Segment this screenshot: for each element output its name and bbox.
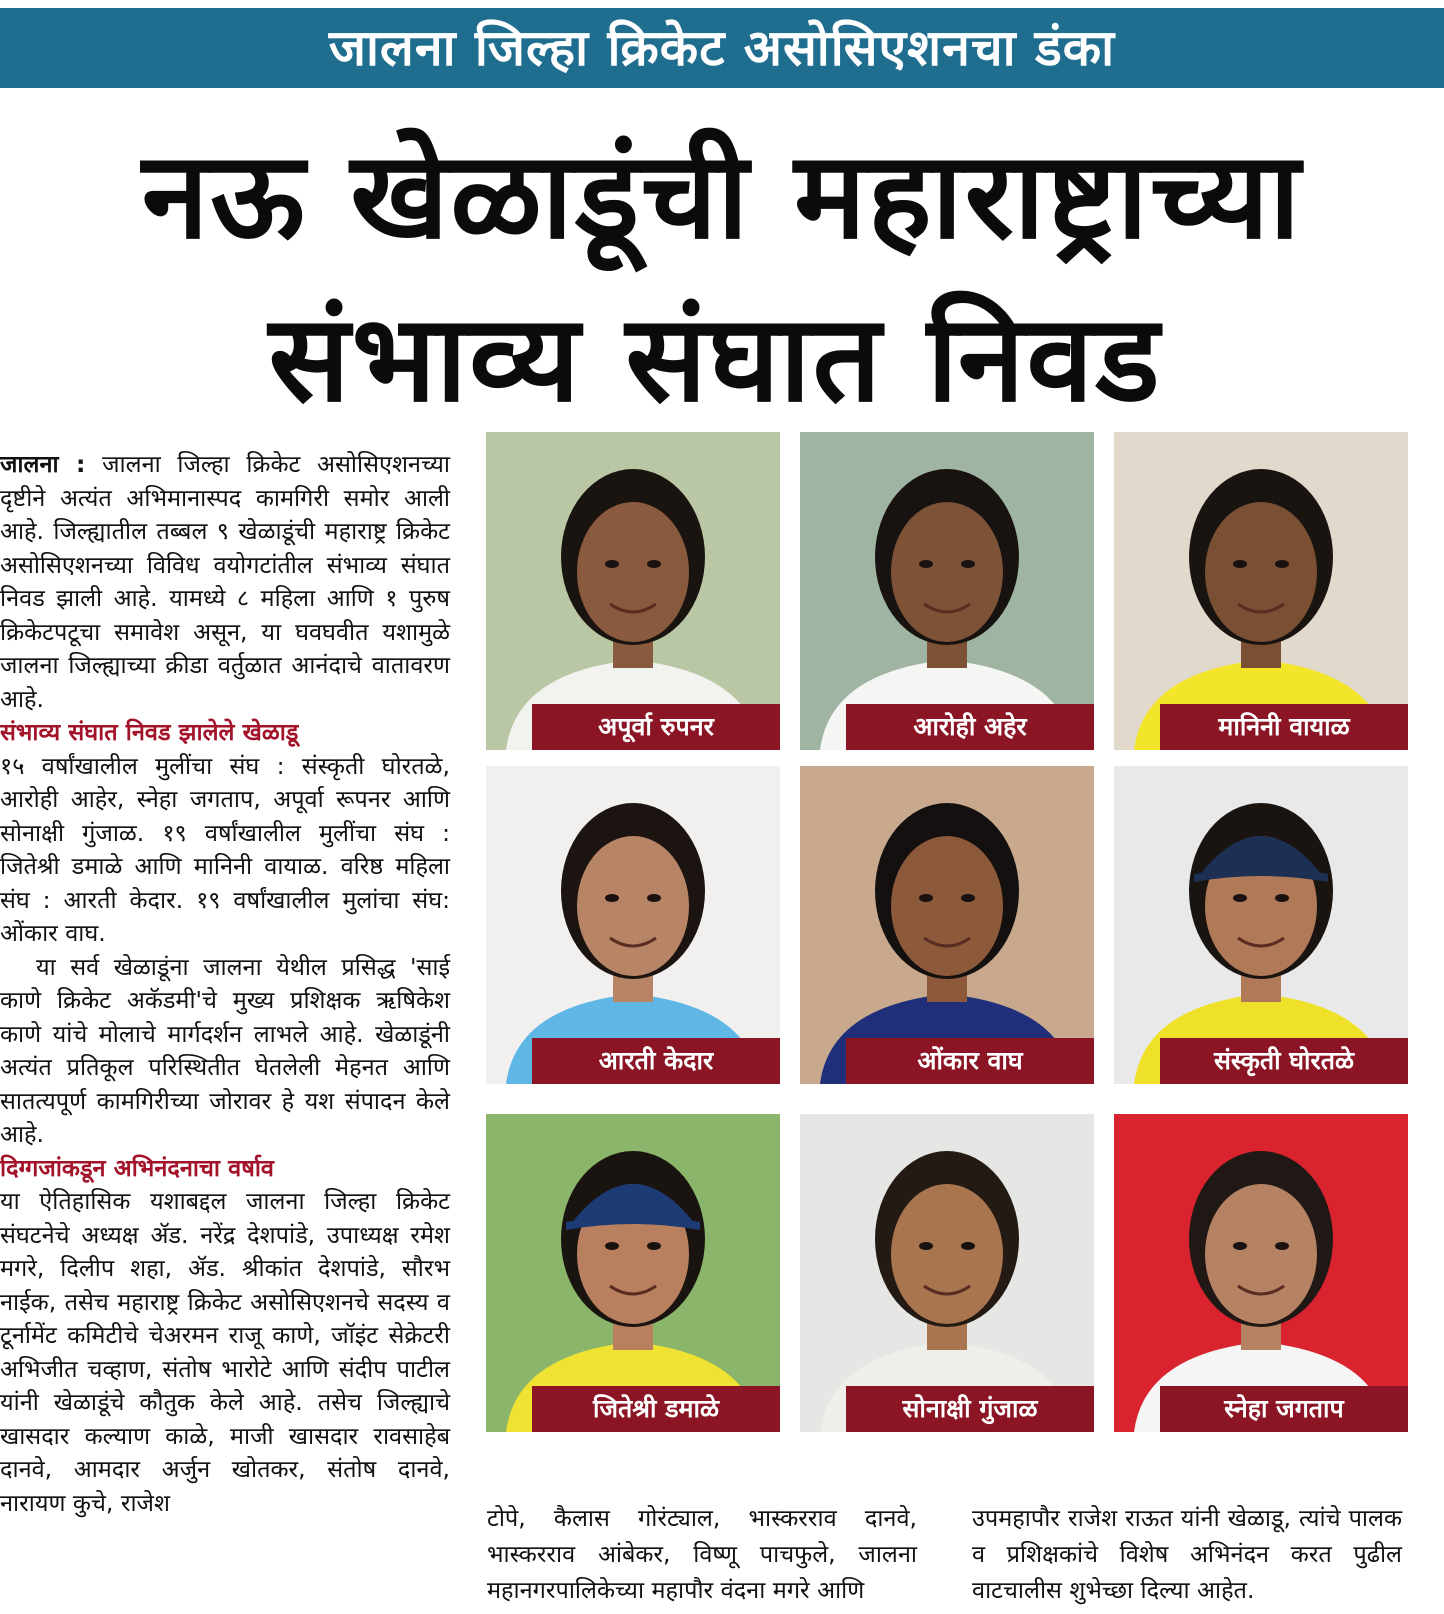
eye (919, 560, 933, 568)
player-portrait (486, 1114, 780, 1432)
eye (961, 560, 975, 568)
player-photo (1114, 766, 1408, 1084)
player-name-caption: ओंकार वाघ (846, 1038, 1094, 1084)
player-portrait (1114, 766, 1408, 1084)
player-portrait (1114, 1114, 1408, 1432)
player-photo (1114, 432, 1408, 750)
eye (961, 1242, 975, 1250)
article-continuation-2 (972, 1500, 1402, 1608)
eye (961, 894, 975, 902)
eye (647, 560, 661, 568)
article-paragraph (0, 448, 450, 716)
eye (1233, 1242, 1247, 1250)
headline-line-1: नऊ खेळाडूंची महाराष्ट्राच्या (141, 127, 1303, 266)
article-coach-paragraph: या सर्व खेळाडूंना जालना येथील प्रसिद्ध 'साई काणे क्रिकेट अकॅडमी'चे मुख्य प्रशिक्षक ऋषिकेश काणे यांचे मोलाचे मार्गदर्शन लाभले आहे. खेळाडूंनी अत्यंत प्रतिकूल परिस्थितीत घेतलेली मेहनत आणि सातत्यपूर्ण कामगिरीच्या जोरावर हे यश संपादन केले आहे. (0, 952, 450, 1148)
player-name-caption: सोनाक्षी गुंजाळ (846, 1386, 1094, 1432)
eye (605, 560, 619, 568)
article-team-list: १५ वर्षांखालील मुलींचा संघ : संस्कृती घोरतळे, आरोही आहेर, स्नेहा जगताप, अपूर्वा रूपनर आणि सोनाक्षी गुंजाळ. १९ वर्षांखालील मुलींचा संघ : जितेश्री डमाळे आणि मानिनी वायाळ. वरिष्ठ महिला संघ : आरती केदार. १९ वर्षांखालील मुलांचा संघ: ओंकार वाघ. (0, 751, 450, 947)
player-portrait (486, 432, 780, 750)
article-continuation-text: टोपे, कैलास गोरंट्याल, भास्करराव दानवे, भास्करराव आंबेकर, विष्णू पाचफुले, जालना महानगरपालिकेच्या महापौर वंदना मगरे आणि (487, 1504, 917, 1604)
player-name-caption: स्नेहा जगताप (1160, 1386, 1408, 1432)
player-photo (1114, 1114, 1408, 1432)
player-name-caption: जितेश्री डमाळे (532, 1386, 780, 1432)
face (1205, 502, 1317, 642)
article-column (0, 448, 450, 1614)
eye (1275, 1242, 1289, 1250)
player-name-caption: आरोही अहेर (846, 704, 1094, 750)
player-portrait (800, 1114, 1094, 1432)
face (891, 1184, 1003, 1324)
eye (919, 1242, 933, 1250)
player-photo (800, 766, 1094, 1084)
face (577, 502, 689, 642)
article-continuation-text: उपमहापौर राजेश राऊत यांनी खेळाडू, त्यांचे पालक व प्रशिक्षकांचे विशेष अभिनंदन करत पुढील वाटचालीस शुभेच्छा दिल्या आहेत. (972, 1504, 1402, 1604)
subhead-congratulations: दिग्गजांकडून अभिनंदनाचा वर्षाव (0, 1153, 274, 1182)
player-name-caption: आरती केदार (532, 1038, 780, 1084)
eye (1275, 894, 1289, 902)
eye (1275, 560, 1289, 568)
player-photo (800, 432, 1094, 750)
eye (647, 894, 661, 902)
subhead-selected-players: संभाव्य संघात निवड झालेले खेळाडू (0, 718, 299, 746)
eye (1233, 560, 1247, 568)
headline-line-2: संभाव्य संघात निवड (268, 290, 1162, 429)
player-photo (800, 1114, 1094, 1432)
eye (605, 894, 619, 902)
eye (1233, 894, 1247, 902)
player-name-caption: मानिनी वायाळ (1160, 704, 1408, 750)
player-portrait (800, 766, 1094, 1084)
article-congrats-paragraph: या ऐतिहासिक यशाबद्दल जालना जिल्हा क्रिकेट संघटनेचे अध्यक्ष ॲड. नरेंद्र देशपांडे, उपाध्यक्ष रमेश मगरे, दिलीप शहा, ॲड. श्रीकांत देशपांडे, सौरभ नाईक, तसेच महाराष्ट्र क्रिकेट असोसिएशनचे सदस्य व टूर्नामेंट कमिटीचे चेअरमन राजू काणे, जॉइंट सेक्रेटरी अभिजीत चव्हाण, संतोष भारोटे आणि संदीप पाटील यांनी खेळाडूंचे कौतुक केले आहे. तसेच जिल्ह्याचे खासदार कल्याण काळे, माजी खासदार रावसाहेब दानवे, आमदार अर्जुन खोतकर, संतोष दानवे, नारायण कुचे, राजेश (0, 1187, 450, 1517)
face (577, 836, 689, 976)
player-photo (486, 432, 780, 750)
eye (605, 1242, 619, 1250)
player-name-caption: अपूर्वा रुपनर (532, 704, 780, 750)
face (1205, 1184, 1317, 1324)
player-portrait (1114, 432, 1408, 750)
face (891, 836, 1003, 976)
article-continuation-1 (487, 1500, 917, 1608)
player-name-caption: संस्कृती घोरतळे (1160, 1038, 1408, 1084)
top-banner (0, 8, 1444, 88)
article-intro: जालना जिल्हा क्रिकेट असोसिएशनच्या दृष्टीने अत्यंत अभिमानास्पद कामगिरी समोर आली आहे. जिल्ह्यातील तब्बल ९ खेळाडूंची महाराष्ट्र क्रिकेट असोसिएशनच्या विविध वयोगटांतील संभाव्य संघात निवड झाली आहे. यामध्ये ८ महिला आणि १ पुरुष क्रिकेटपटूचा समावेश असून, या घवघवीत यशामुळे जालना जिल्ह्याच्या क्रीडा वर्तुळात आनंदाचे वातावरण आहे. (0, 450, 450, 713)
player-photo (486, 1114, 780, 1432)
player-photo (486, 766, 780, 1084)
player-portrait (800, 432, 1094, 750)
dateline: जालना : (0, 450, 86, 478)
eye (647, 1242, 661, 1250)
banner-text: जालना जिल्हा क्रिकेट असोसिएशनचा डंका (328, 19, 1116, 77)
eye (919, 894, 933, 902)
player-portrait (486, 766, 780, 1084)
face (891, 502, 1003, 642)
